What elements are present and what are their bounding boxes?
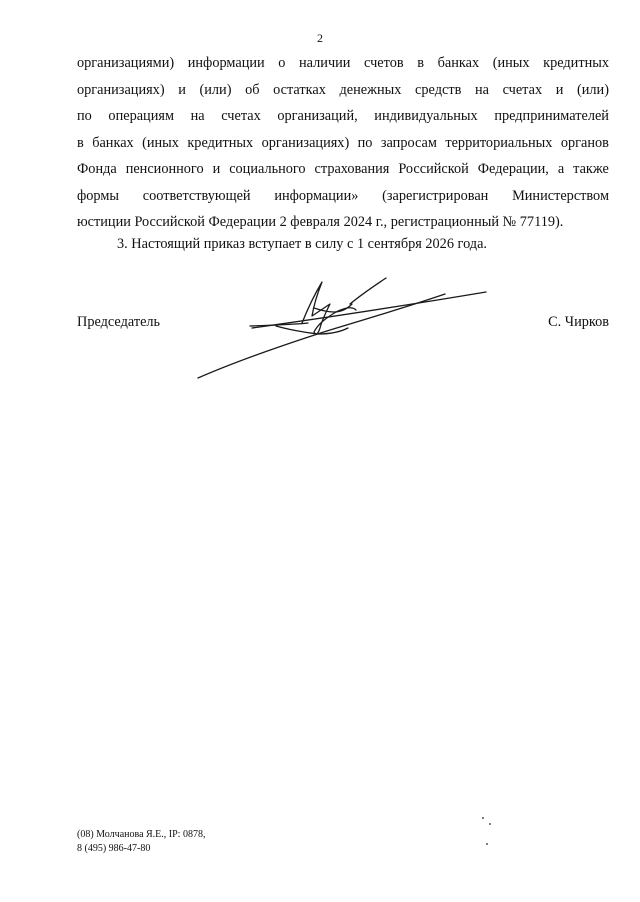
footer-line-2: 8 (495) 986-47-80	[77, 843, 151, 854]
body-word: органов	[560, 134, 609, 151]
body-word: о	[278, 55, 286, 71]
justified-lines	[77, 50, 609, 209]
body-word: счетов	[364, 55, 404, 71]
body-line	[77, 103, 609, 130]
body-word: а	[557, 161, 565, 177]
body-word: соответствующей	[142, 187, 251, 204]
paragraph-3: 3. Настоящий приказ вступает в силу с 1 сентября 2026 года.	[117, 236, 487, 252]
body-word: страхования	[314, 161, 390, 177]
body-word: Министерством	[512, 187, 609, 204]
body-word: наличии	[299, 55, 351, 71]
body-word: банках	[437, 55, 480, 71]
body-word: Федерации,	[477, 161, 549, 177]
body-word: организаций,	[277, 108, 358, 124]
body-word: (зарегистрирован	[382, 187, 489, 204]
body-text	[77, 50, 609, 236]
body-word: и	[178, 81, 186, 98]
body-word: в	[417, 55, 424, 71]
page-number: 2	[317, 31, 323, 45]
body-word: предпринимателей	[494, 108, 609, 124]
body-line	[77, 130, 609, 157]
signatory-name: С. Чирков	[548, 314, 609, 330]
body-word: на	[190, 108, 205, 124]
footer-line-1: (08) Молчанова Я.Е., IP: 0878,	[77, 829, 206, 840]
body-word: операциям	[108, 108, 174, 124]
body-word: организациях)	[77, 81, 165, 98]
body-word: на	[474, 81, 489, 98]
body-word: организациях)	[261, 134, 350, 151]
body-line	[77, 50, 609, 77]
body-word: счетах	[221, 108, 261, 124]
body-word: и	[212, 161, 221, 177]
body-word: организациями)	[77, 55, 175, 71]
body-word: Фонда	[77, 161, 117, 177]
body-word: в	[77, 134, 84, 151]
scan-speck	[482, 817, 484, 819]
body-last-line: юстиции Российской Федерации 2 февраля 2024 г., регистрационный № 77119).	[77, 214, 564, 230]
body-word: кредитных	[543, 55, 609, 71]
body-word: средств	[415, 81, 462, 98]
body-word: (иных	[492, 55, 530, 71]
body-word: и	[555, 81, 564, 98]
body-word: (иных	[142, 134, 179, 151]
body-word: территориальных	[445, 134, 553, 151]
body-word: банках	[92, 134, 134, 151]
body-word: по	[77, 108, 92, 124]
scan-speck	[489, 823, 491, 825]
body-line	[77, 183, 609, 210]
body-word: пенсионного	[125, 161, 204, 177]
body-word: по	[357, 134, 373, 151]
handwritten-signature	[190, 268, 500, 388]
body-word: также	[573, 161, 609, 177]
footer-contact	[77, 828, 205, 856]
body-word: Российской	[398, 161, 469, 177]
body-word: запросам	[380, 134, 437, 151]
signatory-title: Председатель	[77, 314, 161, 330]
body-word: информации	[187, 55, 265, 71]
body-word: информации»	[274, 187, 359, 204]
body-word: формы	[77, 187, 119, 204]
body-word: остатках	[273, 81, 326, 98]
body-word: кредитных	[187, 134, 254, 151]
body-word: индивидуальных	[374, 108, 478, 124]
body-word: об	[245, 81, 260, 98]
body-word: денежных	[339, 81, 402, 98]
scan-speck	[486, 843, 488, 845]
body-line	[77, 77, 609, 104]
body-word: (или)	[577, 81, 609, 98]
body-word: социального	[229, 161, 306, 177]
body-word: (или)	[199, 81, 232, 98]
body-word: счетах	[502, 81, 543, 98]
body-line	[77, 156, 609, 183]
